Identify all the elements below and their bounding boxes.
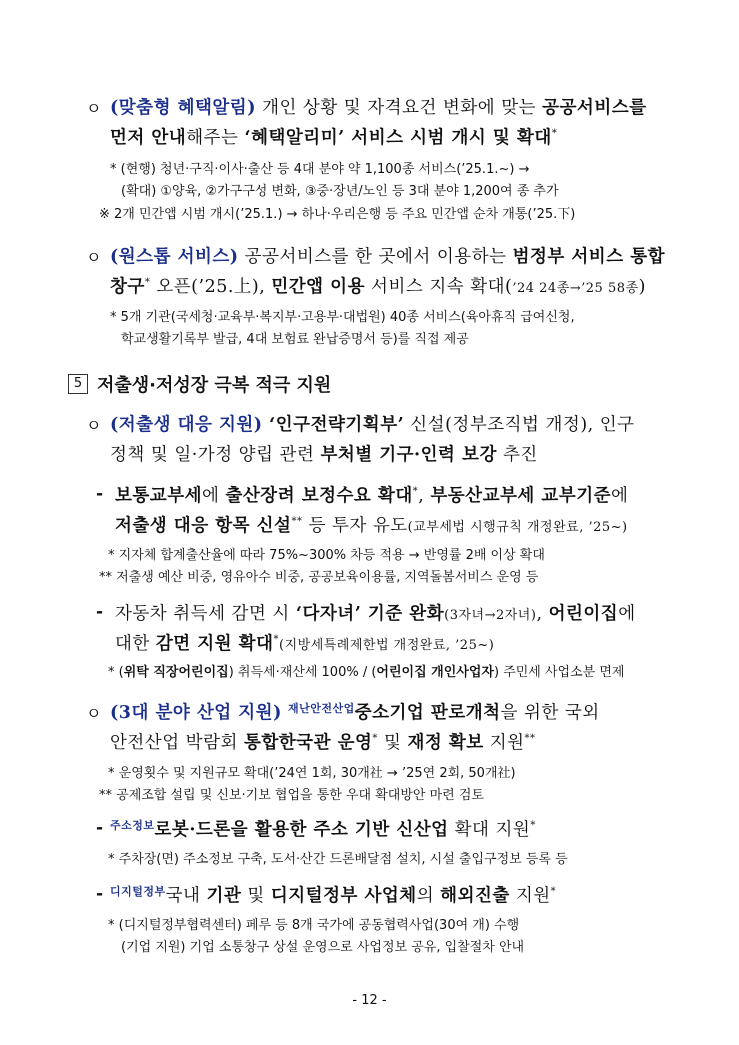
bold-text: 창구 <box>110 277 145 297</box>
block4-d1-note1: * 주차장(면) 주소정보 구축, 도서·산간 드론배달점 설치, 시설 출입구정보 등록 등 <box>108 852 568 867</box>
block4-line1 <box>110 699 600 724</box>
bold-text: 보통교부세 <box>115 486 203 506</box>
block4-d2-note1: * (디지털정부협력센터) 페루 등 8개 국가에 공동협력사업(30여 개) 수행 <box>108 918 520 933</box>
block2-line1 <box>110 243 665 268</box>
sup: * <box>273 634 279 646</box>
bold-text: ‘인구전략기획부’ <box>262 415 405 435</box>
block2-note2: 학교생활기록부 발급, 4대 보험료 완납증명서 등)를 직접 제공 <box>121 332 469 347</box>
block1-tag: (맞춤형 혜택알림) <box>110 98 256 118</box>
bold-text: 먼저 안내 <box>110 128 187 148</box>
bold-text: 통합한국관 운영 <box>243 733 373 753</box>
text: 및 <box>377 733 408 753</box>
sup: * <box>372 733 378 745</box>
block4-d2-note2: (기업 지원) 기업 소통창구 상설 운영으로 사업정보 공유, 입찰절차 안내 <box>121 940 525 955</box>
bold-text: 출산장려 보정수요 확대 <box>225 486 413 506</box>
dash-bullet: - <box>96 484 104 504</box>
bold-text: ‘혜택알리미’ 서비스 시범 개시 및 확대 <box>244 128 552 148</box>
block3-d2-note1 <box>108 661 624 680</box>
dash-bullet: - <box>96 818 104 838</box>
text: 및 <box>241 886 271 906</box>
text: 등 투자 유도 <box>302 516 408 536</box>
block1-note2: (확대) ①양육, ②가구구성 변화, ③중·장년/노인 등 3대 분야 1,200여 종 추가 <box>121 184 559 199</box>
block4-d2-line1 <box>110 882 556 907</box>
text: 지원 <box>483 733 525 753</box>
text: 개인 상황 및 자격요건 변화에 맞는 <box>256 98 543 118</box>
bold-text: ‘다자녀’ 기준 완화 <box>295 604 445 624</box>
sup: * <box>412 486 419 498</box>
highlight-label: 주소정보 <box>110 819 155 832</box>
text: 자동차 취득세 감면 시 <box>115 604 296 624</box>
bold-text: 범정부 서비스 통합 <box>512 247 666 267</box>
bold-text: 위탁 직장어린이집 <box>123 665 229 680</box>
bold-text: 저출생 대응 항목 신설 <box>115 516 292 536</box>
block2-tag: (원스톱 서비스) <box>110 247 239 267</box>
section-title: 저출생·저성장 극복 적극 지원 <box>97 375 332 396</box>
bold-text: 중소기업 판로개척 <box>354 703 501 723</box>
text: 에 <box>202 486 226 506</box>
block1-line1 <box>110 94 647 119</box>
bullet-circle: ㅇ <box>86 99 102 118</box>
block2-note1: * 5개 기관(국세청·교육부·복지부·고용부·대법원) 40종 서비스(육아휴직 급여신청, <box>110 310 575 325</box>
text: 국내 <box>165 886 207 906</box>
dash-bullet: - <box>96 602 104 622</box>
bullet-circle: ㅇ <box>86 248 102 267</box>
text: , <box>536 604 549 624</box>
text: 의 <box>416 886 441 906</box>
text: 지원 <box>509 886 551 906</box>
bold-text: 해외진출 <box>440 886 510 906</box>
dash-bullet: - <box>96 884 104 904</box>
block3-d2-line1 <box>115 600 636 625</box>
block1-note3: ※ 2개 민간앱 시범 개시(’25.1.) → 하나·우리은행 등 주요 민간앱 순차 개통(’25.下) <box>99 207 576 222</box>
small-text: (3자녀→2자녀) <box>444 608 537 623</box>
bold-text: 감면 지원 확대 <box>155 634 274 654</box>
small-text: (지방세특례제한법 개정완료, ’25~) <box>279 638 495 653</box>
block3-d1-note2: ** 저출생 예산 비중, 영유아수 비중, 공공보육이용률, 지역돌봄서비스 운영 등 <box>99 570 539 585</box>
bold-text: 재정 확보 <box>407 733 484 753</box>
bold-text: 부동산교부세 교부기준 <box>430 486 612 506</box>
block3-d1-line1 <box>115 482 628 507</box>
block3-d1-note1: * 지자체 합계출산율에 따라 75%~300% 차등 적용 → 반영률 2배 이상 확대 <box>108 548 545 563</box>
bullet-circle: ㅇ <box>86 704 102 723</box>
bold-text: 어린이집 개인사업자 <box>376 665 494 680</box>
block4-tag: (3대 분야 산업 지원) <box>110 703 282 723</box>
bold-text: 공공서비스를 <box>542 98 647 118</box>
bold-text: 어린이집 <box>548 604 619 624</box>
text: ) 취득세·재산세 100% / ( <box>228 665 377 680</box>
sup: * <box>550 886 557 898</box>
block3-line1 <box>110 411 635 436</box>
text: 에 <box>618 604 636 624</box>
sup: * <box>551 128 558 140</box>
sup: * <box>144 277 151 289</box>
text: 대한 <box>115 634 156 654</box>
text: , <box>418 486 431 506</box>
sup: ** <box>524 733 536 745</box>
block4-note1: * 운영횟수 및 지원규모 확대(’24연 1회, 30개社 → ’25연 2회, 50개社) <box>108 766 516 781</box>
text: ) 주민세 사업소분 면제 <box>493 665 625 680</box>
bold-text: 디지털정부 사업체 <box>270 886 417 906</box>
text: 해주는 <box>186 128 245 148</box>
block1-note1: * (현행) 청년·구직·이사·출산 등 4대 분야 약 1,100종 서비스(’25.1.~) → <box>110 162 530 177</box>
text: ) <box>638 277 646 297</box>
section-number-box: 5 <box>68 374 88 394</box>
text: 을 위한 국외 <box>500 703 600 723</box>
small-text: (교부세법 시행규칙 개정완료, ’25~) <box>407 520 628 535</box>
block3-line2 <box>110 441 538 466</box>
block3-d2-line2 <box>115 630 494 655</box>
bold-text: 기관 <box>206 886 242 906</box>
text: 공공서비스를 한 곳에서 이용하는 <box>238 247 513 267</box>
bullet-circle: ㅇ <box>86 416 102 435</box>
sup: * <box>530 820 536 832</box>
text: 신설(정부조직법 개정), 인구 <box>404 415 635 435</box>
sup: ** <box>291 516 303 528</box>
text: * ( <box>108 665 124 680</box>
block4-d1-line1 <box>110 816 536 841</box>
text: 정책 및 일·가정 양립 관련 <box>110 445 321 465</box>
bold-text: 부처별 기구·인력 보강 <box>320 445 497 465</box>
text: 안전산업 박람회 <box>110 733 244 753</box>
text: 확대 지원 <box>448 820 531 840</box>
text: 서비스 지속 확대( <box>364 277 513 297</box>
block2-line2 <box>110 273 646 298</box>
bold-text: 민간앱 이용 <box>271 277 365 297</box>
page-number: - 12 - <box>352 993 387 1008</box>
block4-line2 <box>110 729 536 754</box>
highlight-label: 디지털정부 <box>110 885 166 898</box>
small-text: ’24 24종→’25 58종 <box>512 281 639 296</box>
highlight-label: 재난안전산업 <box>287 702 355 715</box>
block4-note2: ** 공제조합 설립 및 신보·기보 협업을 통한 우대 확대방안 마련 검토 <box>99 788 484 803</box>
block1-line2 <box>110 124 557 149</box>
text: 추진 <box>496 445 538 465</box>
text: 오픈(’25.上), <box>150 277 272 297</box>
block3-tag: (저출생 대응 지원) <box>110 415 263 435</box>
text: 에 <box>611 486 629 506</box>
block3-d1-line2 <box>115 512 628 537</box>
bold-text: 로봇·드론을 활용한 주소 기반 신산업 <box>154 820 449 840</box>
